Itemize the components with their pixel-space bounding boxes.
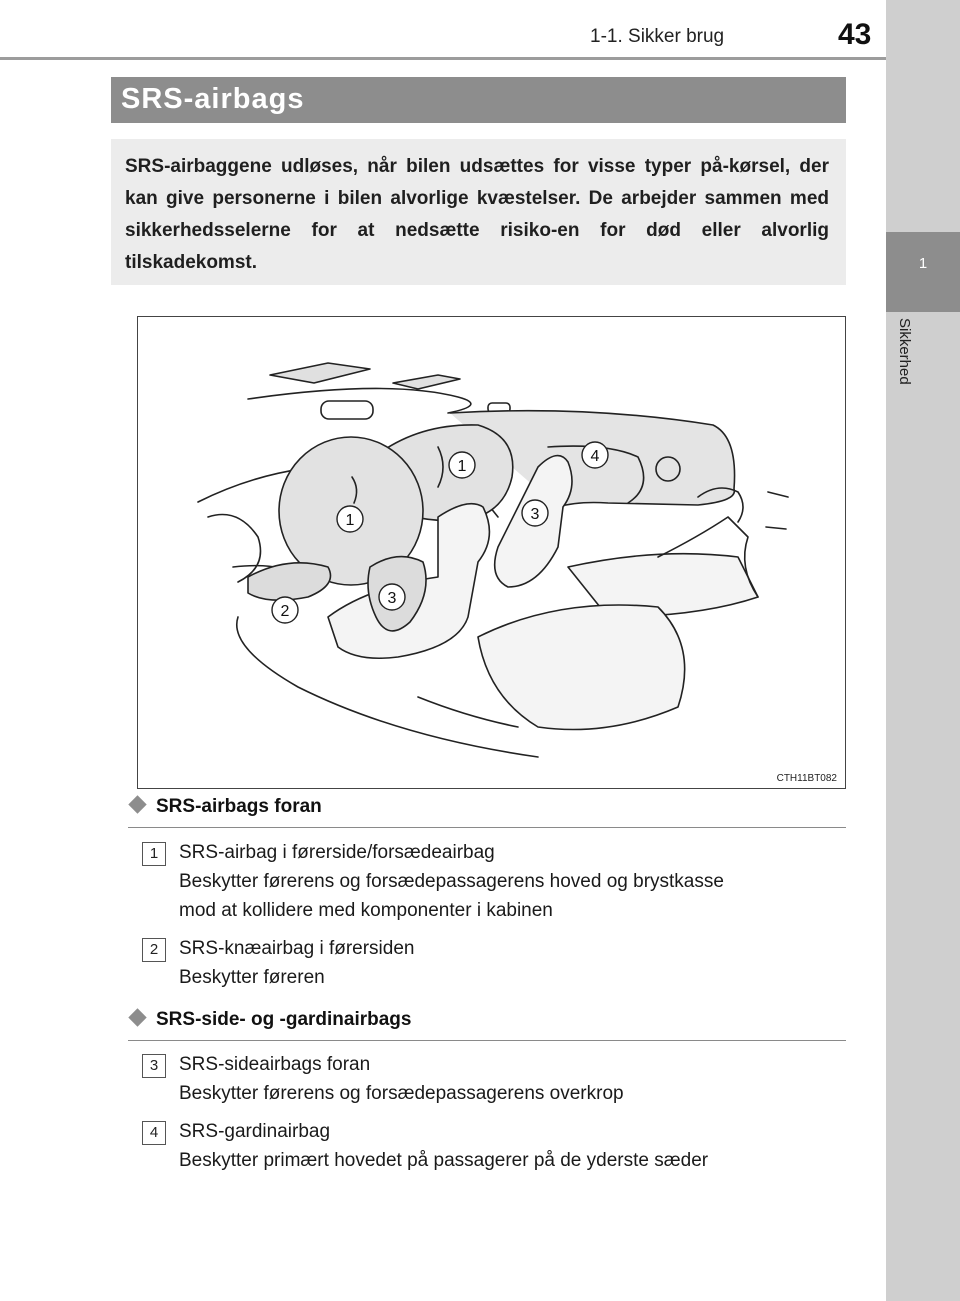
item-number-badge: 1 — [142, 842, 166, 866]
callout-3-driver-side: 3 — [387, 590, 397, 607]
callout-2-knee: 2 — [280, 603, 290, 620]
callout-4-curtain: 4 — [590, 448, 600, 465]
item-title: SRS-sideairbags foran — [179, 1054, 371, 1075]
section-heading-front: SRS-airbags foran — [128, 796, 322, 818]
callout-1-driver: 1 — [345, 512, 355, 529]
callout-3-passenger-side: 3 — [530, 506, 540, 523]
page-number: 43 — [838, 18, 872, 51]
chapter-label: Sikkerhed — [896, 318, 913, 385]
list-item — [179, 1050, 624, 1108]
item-description: Beskytter primært hovedet på passagerer på de yderste sæder — [179, 1150, 709, 1171]
item-description: mod at kollidere med komponenter i kabinen — [179, 900, 553, 921]
list-item — [179, 934, 414, 992]
item-description: Beskytter førerens og forsædepassagerens overkrop — [179, 1083, 624, 1104]
list-item — [179, 1117, 708, 1175]
section-divider — [128, 1040, 846, 1041]
intro-box — [111, 139, 846, 285]
item-title: SRS-airbag i førerside/forsædeairbag — [179, 842, 495, 863]
diamond-bullet-icon — [128, 795, 146, 813]
item-number-badge: 4 — [142, 1121, 166, 1145]
intro-text: SRS-airbaggene udløses, når bilen udsættes for visse typer på-kørsel, der kan give personerne i bilen alvorlige kvæstelser. De arbejder sammen med sikkerhedsselerne for at nedsætte risiko-en for død eller alvorlig tilskadekomst. — [125, 156, 829, 273]
figure-code: CTH11BT082 — [776, 773, 837, 784]
car-interior-drawing — [138, 317, 845, 788]
page-title: SRS-airbags — [121, 83, 305, 115]
airbag-illustration — [137, 316, 846, 789]
chapter-number: 1 — [918, 255, 928, 272]
section-heading-side-curtain: SRS-side- og -gardinairbags — [128, 1009, 411, 1031]
section-divider — [128, 827, 846, 828]
item-title: SRS-knæairbag i førersiden — [179, 938, 415, 959]
chapter-side-tab — [886, 0, 960, 1301]
item-number-badge: 3 — [142, 1054, 166, 1078]
item-title: SRS-gardinairbag — [179, 1121, 331, 1142]
header-section-title: 1-1. Sikker brug — [590, 26, 725, 47]
chapter-tab-active[interactable] — [886, 232, 960, 312]
item-description: Beskytter føreren — [179, 967, 325, 988]
page-title-bar — [111, 77, 846, 123]
header-divider — [0, 57, 886, 60]
callout-1-passenger: 1 — [457, 458, 467, 475]
item-number-badge: 2 — [142, 938, 166, 962]
item-description: Beskytter førerens og forsædepassagerens hoved og brystkasse — [179, 871, 724, 892]
diamond-bullet-icon — [128, 1008, 146, 1026]
list-item — [179, 838, 724, 925]
